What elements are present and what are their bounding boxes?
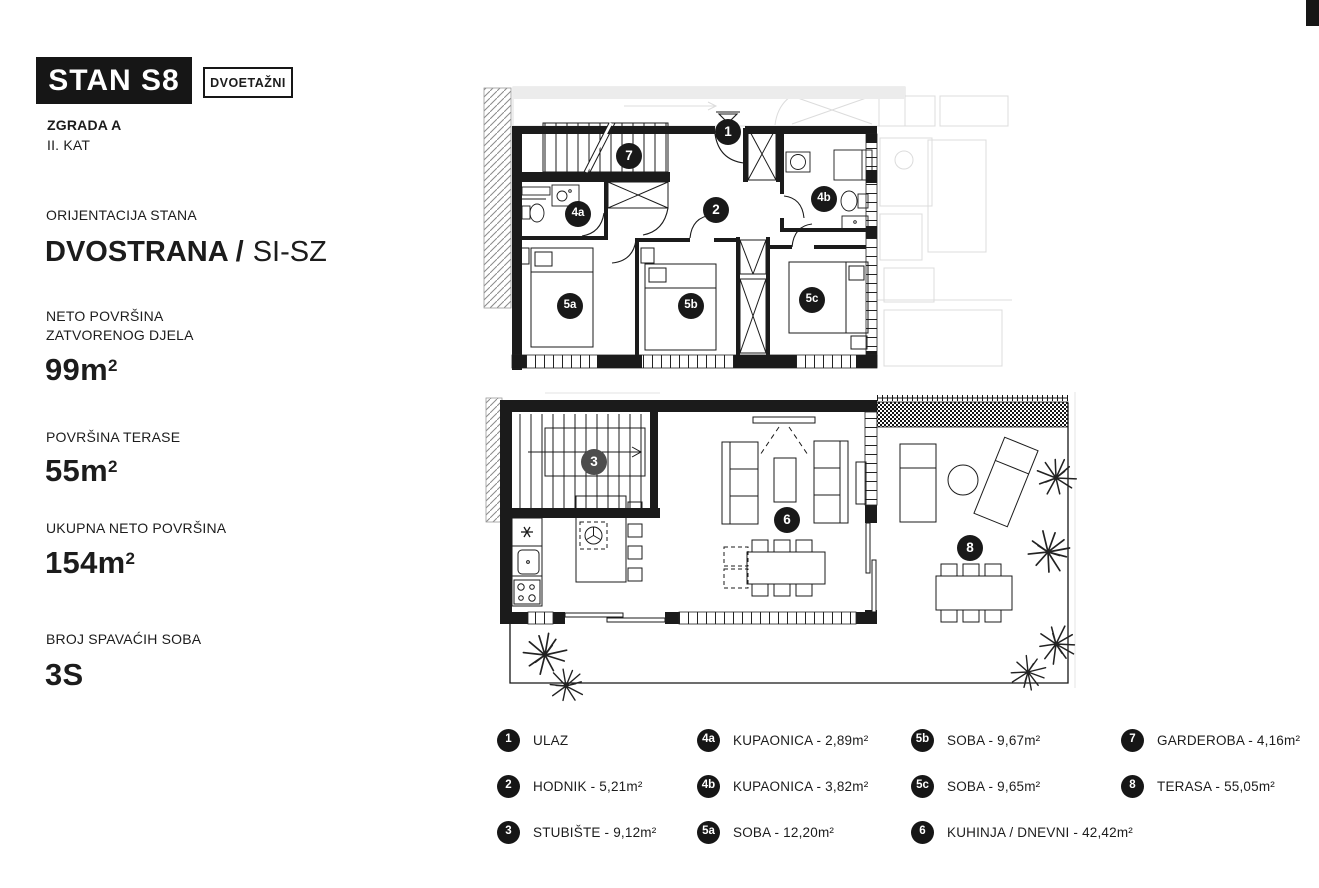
legend-badge: 8 [1121,775,1144,798]
legend-label: HODNIK - 5,21m² [533,778,643,794]
upper-ghost-band [513,87,905,99]
living-room [722,417,866,596]
legend-badge: 5a [697,821,720,844]
legend-item-kuhinja [911,820,1133,844]
floor-label: II. KAT [47,137,91,153]
legend-label: SOBA - 9,65m² [947,778,1041,794]
apartment-title: STAN S8 [36,57,192,104]
legend-badge: 7 [1121,729,1144,752]
room-marker-bath-4a: 4a [565,201,591,227]
legend-label: GARDEROBA - 4,16m² [1157,732,1301,748]
legend-badge: 3 [497,821,520,844]
legend-badge: 5c [911,775,934,798]
legend-badge: 5b [911,729,934,752]
bedrooms-label: BROJ SPAVAĆIH SOBA [46,631,202,647]
room-marker-garderoba: 7 [616,143,642,169]
sofa-left [722,442,758,524]
legend-item-soba-5a [697,820,868,844]
terrace-area-label: POVRŠINA TERASE [46,429,181,445]
legend-column-2 [697,728,868,844]
round-table [948,465,978,495]
dining-table [724,540,825,596]
legend-label: TERASA - 55,05m² [1157,778,1275,794]
orientation-label: ORIJENTACIJA STANA [46,207,197,223]
legend-column-1 [497,728,656,844]
lower-window-left [528,612,553,624]
legend-column-3 [911,728,1133,844]
legend-item-ulaz [497,728,656,752]
net-area-sup: 2 [107,355,118,375]
legend-badge: 1 [497,729,520,752]
total-area-sup: 2 [125,548,136,568]
coffee-table [774,458,796,502]
terrace-dining-table [936,564,1012,622]
room-marker-soba-5c: 5c [799,287,825,313]
hatched-wall-lower [486,398,502,522]
upper-floor-plan [478,80,1024,392]
legend-badge: 4b [697,775,720,798]
legend-label: SOBA - 9,67m² [947,732,1041,748]
building-label: ZGRADA A [47,117,122,133]
legend-label: SOBA - 12,20m² [733,824,835,840]
legend-item-soba-5b [911,728,1133,752]
net-area-label-2: ZATVORENOG DJELA [46,327,194,343]
hatched-wall-upper [484,88,511,308]
legend-item-soba-5c [911,774,1133,798]
room-marker-entrance: 1 [715,119,741,145]
legend-item-terasa [1121,774,1300,798]
legend-label: KUHINJA / DNEVNI - 42,42m² [947,824,1133,840]
legend-item-garderoba [1121,728,1300,752]
legend-item-kupaonica-4b [697,774,868,798]
legend-item-kupaonica-4a [697,728,868,752]
tv-icon [753,417,815,423]
room-marker-soba-5b: 5b [678,293,704,319]
upper-bottom-window-wall [512,355,877,368]
terrace-area-value: $55m^2$ [45,453,118,488]
room-marker-terasa: 8 [957,535,983,561]
lounger-2 [974,437,1038,527]
legend-label: ULAZ [533,732,569,748]
legend-badge: 6 [911,821,934,844]
lower-floor-plan [484,388,1084,704]
terrace-area-sup: 2 [107,456,118,476]
legend-label: KUPAONICA - 2,89m² [733,732,869,748]
terrace-hatch-band [877,402,1068,427]
legend-item-stubiste [497,820,656,844]
legend-label: KUPAONICA - 3,82m² [733,778,869,794]
lower-window-long [679,612,856,624]
sofa-right [814,441,848,523]
orientation-value [45,236,327,269]
room-marker-bath-4b: 4b [811,186,837,212]
room-marker-soba-5a: 5a [557,293,583,319]
lower-sliding-door [565,613,665,622]
plants [523,454,1081,704]
net-area-label-1: NETO POVRŠINA [46,308,164,324]
legend-label: STUBIŠTE - 9,12m² [533,824,657,840]
legend-item-hodnik [497,774,656,798]
lounger-1 [900,444,936,522]
legend-badge: 2 [497,775,520,798]
lower-right-window [865,412,877,505]
lower-right-slider [866,523,876,612]
page-corner-mark [1306,0,1319,26]
orientation-value-bold: DVOSTRANA / [45,236,244,268]
orientation-value-light: SI-SZ [252,236,327,268]
room-marker-stubiste: 3 [581,449,607,475]
room-marker-kuhinja-dnevni: 6 [774,507,800,533]
net-area-value: $99m^2$ [45,352,118,387]
legend-column-4 [1121,728,1300,798]
room-marker-hodnik: 2 [703,197,729,223]
total-area-label: UKUPNA NETO POVRŠINA [46,520,227,536]
apartment-type-badge: DVOETAŽNI [203,67,293,98]
bedrooms-value: 3S [45,657,84,692]
total-area-value: $154m^2$ [45,545,136,580]
legend-badge: 4a [697,729,720,752]
cooktop-icon [580,522,607,549]
side-table [856,462,866,504]
